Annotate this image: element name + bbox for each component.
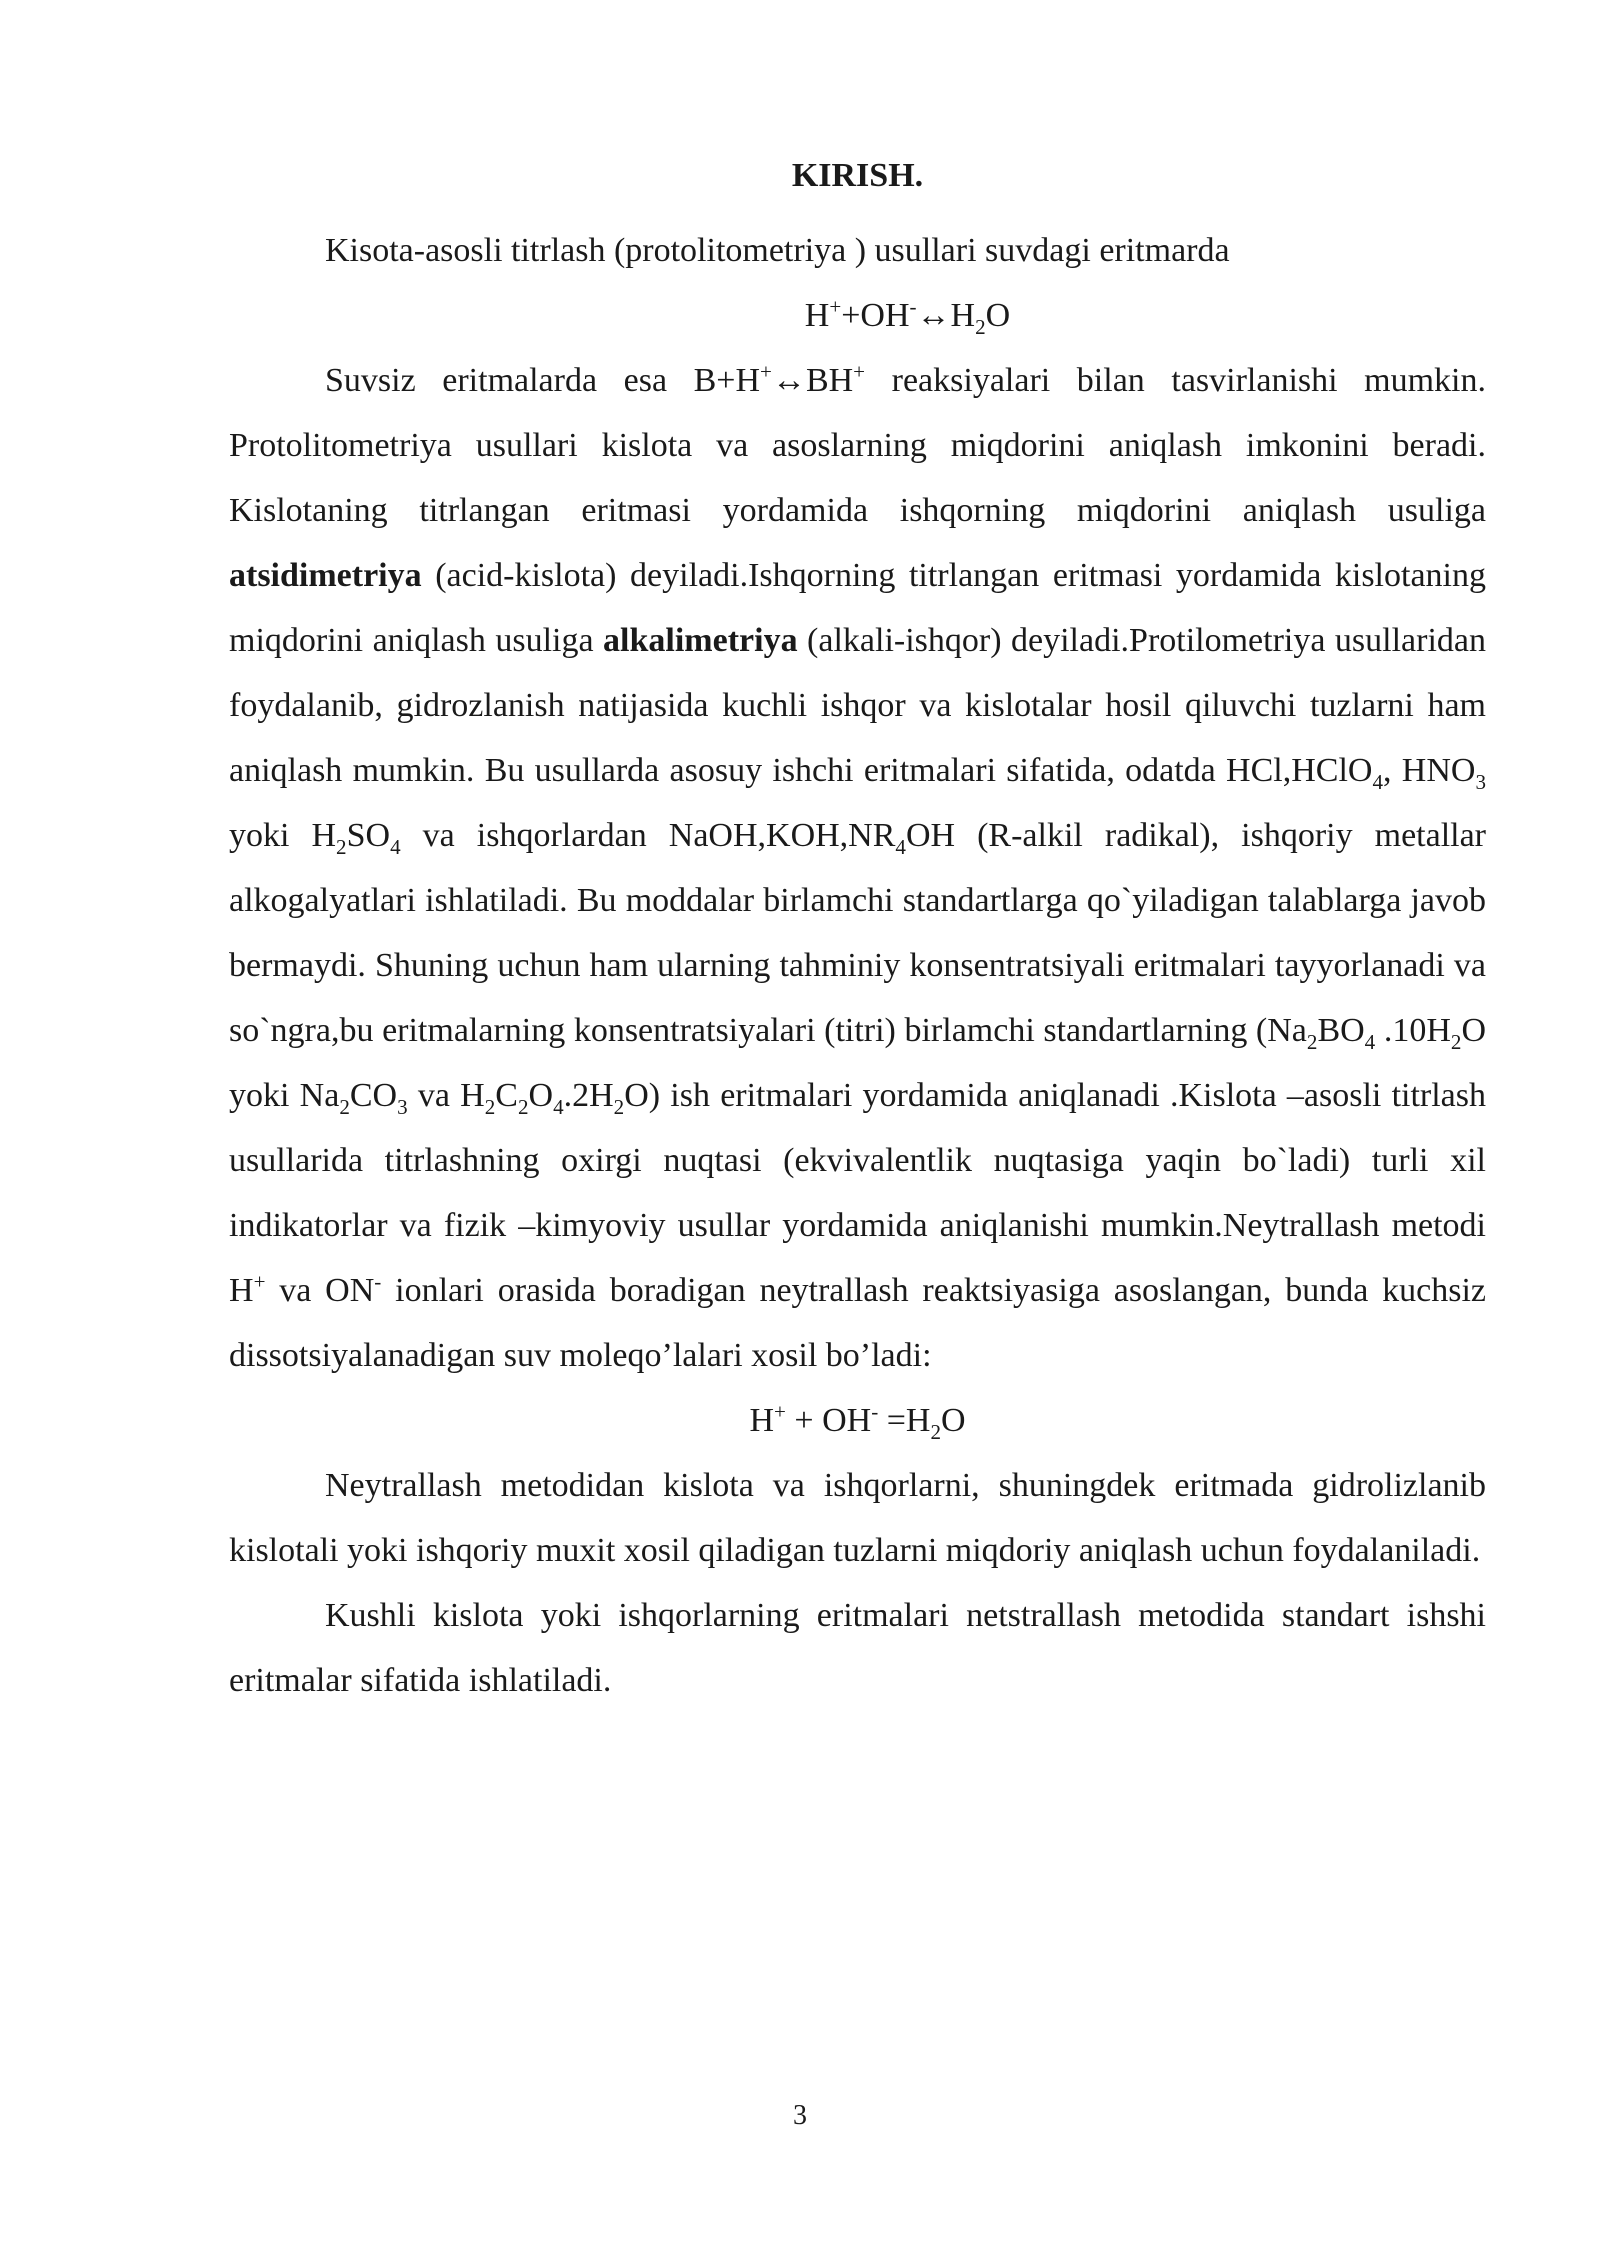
subscript: 4 <box>390 834 401 859</box>
eq-text: O <box>941 1402 966 1439</box>
text-run: ionlari orasida boradigan neytrallash reaktsiyasiga asoslangan, bunda kuchsiz dissotsiyalanadigan suv moleqo’lalari xosil bo’ladi: <box>229 1272 1486 1374</box>
term-atsidimetriya: atsidimetriya <box>229 557 422 594</box>
subscript: 2 <box>1450 1029 1462 1054</box>
subscript: 4 <box>895 834 906 859</box>
subscript: 2 <box>613 1094 625 1119</box>
eq-sup: - <box>909 294 917 319</box>
subscript: 4 <box>553 1094 564 1119</box>
text-run: (acid-kislota) deyiladi.Ishqorning titrlangan eritmasi yordamida kislotaning miqdorini aniqlash usuliga <box>229 557 1486 659</box>
text-run: reaksiyalari bilan tasvirlanishi mumkin. Protolitometriya usullari kislota va asoslarning miqdorini aniqlash imkonini beradi. Kislotaning titrlangan eritmasi yordamida ishqorning miqdorini aniqlash usuliga <box>229 362 1486 529</box>
eq-sub: 2 <box>930 1419 941 1444</box>
text-run: .10H <box>1375 1012 1451 1049</box>
eq-text: +OH <box>841 297 910 334</box>
eq-text: + OH <box>785 1402 872 1439</box>
page-title: KIRISH. <box>791 157 924 194</box>
eq-text: =H <box>878 1402 931 1439</box>
superscript: + <box>853 359 866 384</box>
intro-paragraph: Kisota-asosli titrlash (protolitometriya ) usullari suvdagi eritmarda <box>325 232 1230 269</box>
subscript: 4 <box>1372 769 1384 794</box>
superscript: + <box>760 359 772 384</box>
text-run: OH (R-alkil radikal), ishqoriy metallar alkogalyatlari ishlatiladi. Bu moddalar birlamchi standartlarga qo`yiladigan talablarga javob bermaydi. Shuning uchun ham ularning tahminiy konsentratsiyali eritmalari tayyorlanadi va so`ngra,bu eritmalarning konsentratsiyalari (titri) birlamchi standartlarning (Na <box>229 817 1487 1049</box>
eq-sup: + <box>829 294 842 319</box>
subscript: 3 <box>1475 769 1486 794</box>
paragraph-standard-solutions: Kushli kislota yoki ishqorlarning eritmalari netstrallash metodida standart ishshi eritmalar sifatida ishlatiladi. <box>229 1597 1486 1699</box>
eq-text: H <box>950 297 976 334</box>
eq-text: O <box>985 297 1011 334</box>
eq-sup: - <box>871 1399 879 1424</box>
text-run: O yoki Na <box>229 1012 1486 1114</box>
text-run: va H <box>407 1077 485 1114</box>
text-block <box>229 140 1486 1713</box>
eq-text: H <box>749 1402 774 1439</box>
term-alkalimetriya: alkalimetriya <box>603 622 798 659</box>
superscript: + <box>253 1269 266 1294</box>
text-run: SO <box>346 817 391 854</box>
eq-arrow: ↔ <box>771 362 806 399</box>
text-run: .2H <box>563 1077 614 1114</box>
text-run: BO <box>1317 1012 1365 1049</box>
text-run: va ON <box>265 1272 375 1309</box>
text-run: va ishqorlardan NaOH,KOH,NR <box>400 817 896 854</box>
subscript: 2 <box>339 1094 350 1119</box>
subscript: 2 <box>336 834 347 859</box>
eq-arrow: ↔ <box>916 297 951 334</box>
text-run: BH <box>805 362 854 399</box>
subscript: 3 <box>397 1094 408 1119</box>
page-number: 3 <box>793 2100 807 2131</box>
paragraph-neutralization-method: Neytrallash metodidan kislota va ishqorlarni, shuningdek eritmada gidrolizlanib kislotali yoki ishqoriy muxit xosil qiladigan tuzlarni miqdoriy aniqlash uchun foydalaniladi. <box>229 1467 1486 1569</box>
subscript: 2 <box>517 1094 529 1119</box>
subscript: 2 <box>1306 1029 1318 1054</box>
main-paragraph <box>229 348 1486 1388</box>
text-run: O) ish eritmalari yordamida aniqlanadi .Kislota –asosli titrlash usullarida titrlashning oxirgi nuqtasi (ekvivalentlik nuqtasiga yaqin bo`ladi) turli xil indikatorlar va fizik –kimyoviy usullar yordamida aniqlanishi mumkin.Neytrallash metodi H <box>229 1077 1486 1309</box>
text-run: O <box>528 1077 554 1114</box>
text-run: Suvsiz eritmalarda esa B+H <box>325 362 761 399</box>
text-run: CO <box>349 1077 398 1114</box>
equation-neutralization <box>229 1388 1486 1453</box>
superscript: - <box>374 1269 382 1294</box>
eq-text: H <box>804 297 830 334</box>
eq-sub: 2 <box>975 314 986 339</box>
text-run: C <box>495 1077 518 1114</box>
subscript: 2 <box>484 1094 496 1119</box>
text-run: , HNO <box>1383 752 1476 789</box>
subscript: 4 <box>1364 1029 1376 1054</box>
text-run: yoki H <box>229 817 337 854</box>
equation-water-dissociation <box>229 283 1486 348</box>
eq-sup: + <box>774 1399 786 1424</box>
text-run: (alkali-ishqor) deyiladi.Protilometriya usullaridan foydalanib, gidrozlanish natijasida kuchli ishqor va kislotalar hosil qiluvchi tuzlarni ham aniqlash mumkin. Bu usullarda asosuy ishchi eritmalari sifatida, odatda HCl,HClO <box>229 622 1486 789</box>
